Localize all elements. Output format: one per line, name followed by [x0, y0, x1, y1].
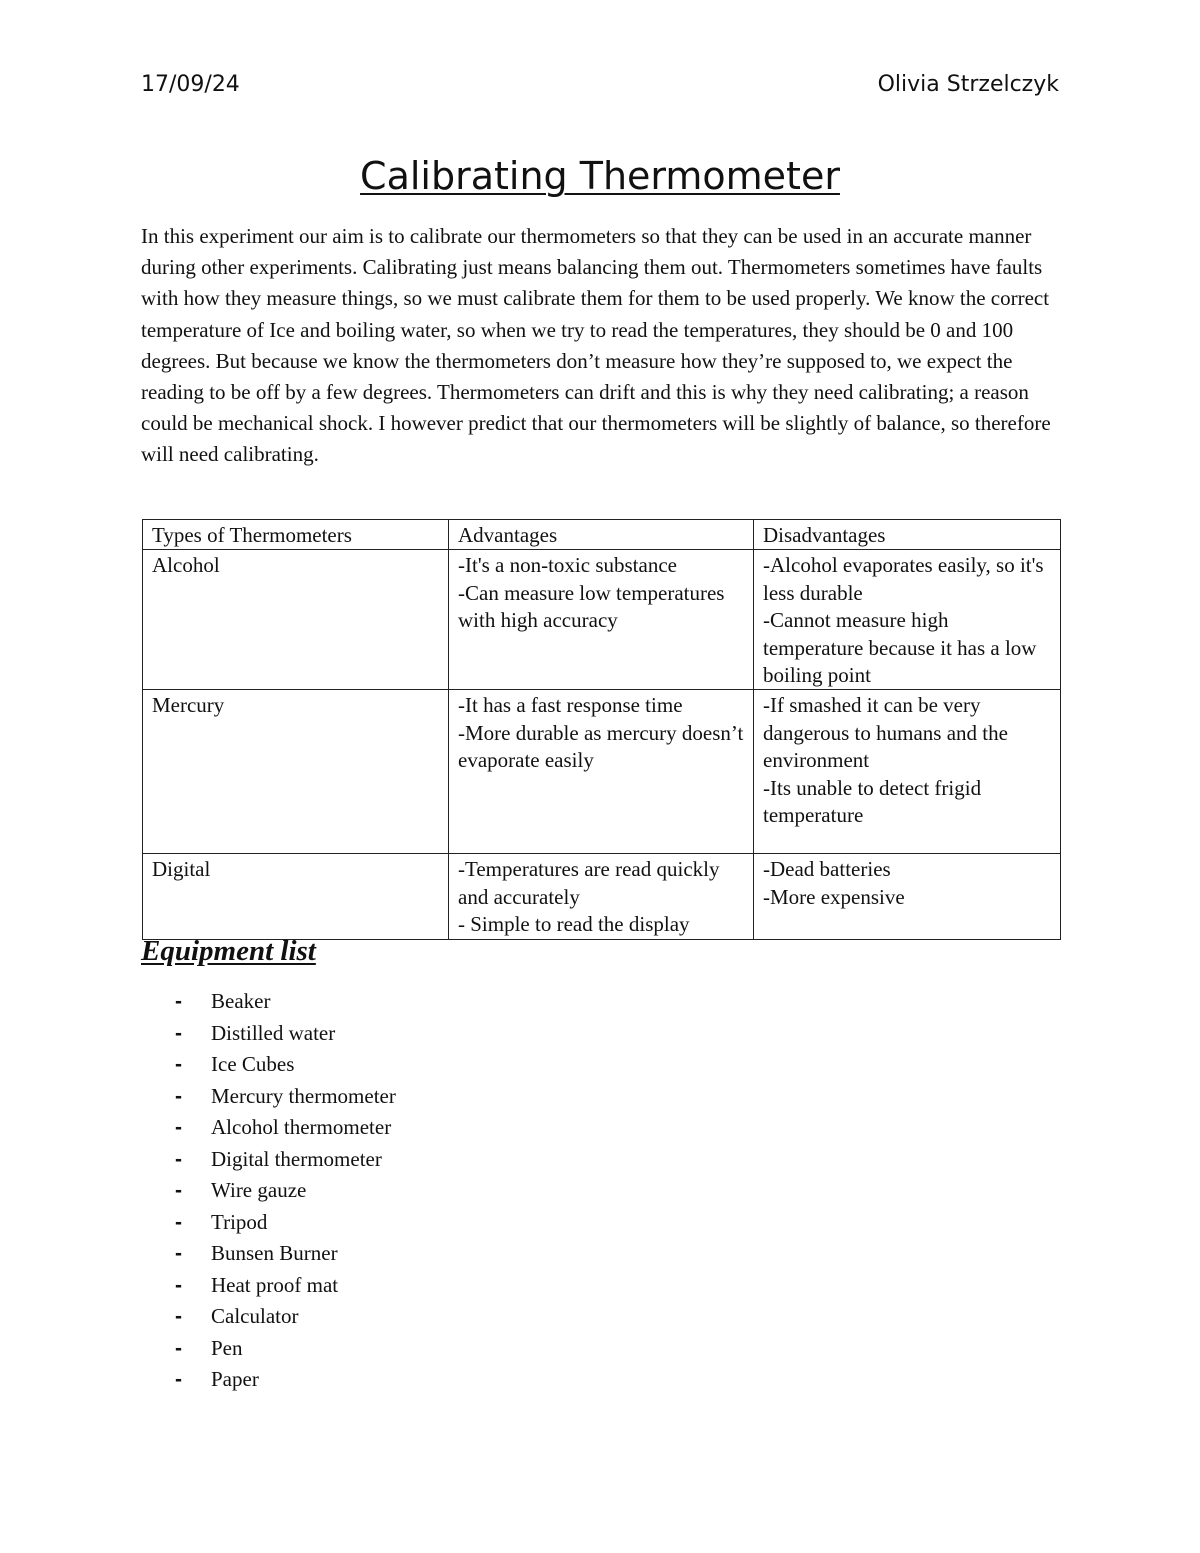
equipment-item: Tripod: [211, 1209, 268, 1234]
advantage-item: -Temperatures are read quickly and accurately: [458, 857, 720, 909]
table-row: [143, 690, 1061, 854]
list-bullet: -: [175, 1053, 182, 1076]
advantage-item: -It's a non-toxic substance: [458, 553, 677, 578]
list-bullet: -: [175, 1116, 182, 1139]
list-item: [141, 1270, 396, 1302]
disadvantage-item: -Dead batteries: [763, 857, 891, 882]
thermometer-comparison-table: [142, 519, 1061, 940]
equipment-item: Calculator: [211, 1304, 299, 1328]
table-header-cell: Types of Thermometers: [143, 520, 449, 550]
list-item: [141, 1144, 396, 1176]
list-item: [141, 1018, 396, 1050]
table-row: [143, 550, 1061, 690]
list-bullet: -: [175, 1242, 182, 1265]
equipment-list-heading: Equipment list: [141, 935, 316, 967]
disadvantage-item: -Cannot measure high temperature because it has a low boiling point: [763, 608, 1037, 688]
thermometer-type-cell: Alcohol: [143, 550, 449, 690]
equipment-item: Wire gauze: [211, 1178, 307, 1202]
intro-paragraph: In this experiment our aim is to calibrate our thermometers so that they can be used in an accurate manner during other experiments. Calibrating just means balancing them out. Thermometers sometimes have faults with how they measure things, so we must calibrate them for them to be used properly. We know the correct temperature of Ice and boiling water, so when we try to read the temperatures, they should be 0 and 100 degrees. But because we know the thermometers don’t measure how they’re supposed to, we expect the reading to be off by a few degrees. Thermometers can drift and this is why they need calibrating; a reason could be mechanical shock. I however predict that our thermometers will be slightly of balance, so therefore will need calibrating.: [141, 224, 1051, 467]
equipment-item: Distilled water: [211, 1020, 336, 1045]
advantages-cell: [449, 690, 754, 854]
table-header-row: [143, 520, 1061, 550]
list-bullet: -: [175, 1084, 182, 1108]
equipment-item: Heat proof mat: [211, 1272, 339, 1297]
table-row: [143, 854, 1061, 939]
list-item: [141, 1238, 396, 1270]
equipment-item: Ice Cubes: [211, 1052, 295, 1076]
list-bullet: -: [175, 990, 182, 1013]
list-item: [141, 1175, 396, 1207]
advantage-item: - Simple to read the display: [458, 912, 690, 937]
advantages-cell: [449, 854, 754, 939]
table-header-cell: Advantages: [449, 520, 754, 550]
list-item: [141, 1049, 396, 1081]
document-title: Calibrating Thermometer: [360, 154, 840, 198]
equipment-list: [141, 986, 396, 1396]
list-bullet: -: [175, 1336, 182, 1360]
disadvantages-cell: [754, 690, 1061, 854]
list-item: [141, 1364, 396, 1396]
equipment-item: Mercury thermometer: [211, 1083, 396, 1108]
advantage-item: -It has a fast response time: [458, 693, 683, 718]
list-bullet: -: [175, 1179, 182, 1202]
list-item: [141, 1301, 396, 1333]
equipment-item: Bunsen Burner: [211, 1241, 338, 1265]
list-bullet: -: [175, 1210, 182, 1234]
list-item: [141, 1333, 396, 1365]
list-item: [141, 986, 396, 1018]
list-item: [141, 1207, 396, 1239]
disadvantage-item: -If smashed it can be very dangerous to humans and the environment: [763, 693, 1008, 773]
list-item: [141, 1081, 396, 1113]
equipment-item: Pen: [211, 1335, 243, 1360]
equipment-item: Beaker: [211, 989, 271, 1013]
thermometer-type-cell: Mercury: [143, 690, 449, 854]
advantage-item: -Can measure low temperatures with high accuracy: [458, 580, 725, 633]
disadvantages-cell: [754, 854, 1061, 939]
list-bullet: -: [175, 1368, 182, 1391]
list-bullet: -: [175, 1305, 182, 1328]
disadvantages-cell: [754, 550, 1061, 690]
advantages-cell: [449, 550, 754, 690]
thermometer-type-cell: Digital: [143, 854, 449, 939]
equipment-item: Paper: [211, 1367, 259, 1391]
table-header-cell: Disadvantages: [754, 520, 1061, 550]
advantage-item: -More durable as mercury doesn’t evaporate easily: [458, 720, 744, 773]
list-bullet: -: [175, 1147, 182, 1171]
disadvantage-item: -Alcohol evaporates easily, so it's less durable: [763, 553, 1044, 605]
list-bullet: -: [175, 1273, 182, 1297]
header-date: 17/09/24: [141, 72, 240, 97]
equipment-item: Digital thermometer: [211, 1146, 382, 1171]
disadvantage-item: -More expensive: [763, 884, 905, 909]
equipment-item: Alcohol thermometer: [211, 1115, 392, 1139]
disadvantage-item: -Its unable to detect frigid temperature: [763, 775, 982, 828]
list-bullet: -: [175, 1021, 182, 1045]
header-author: Olivia Strzelczyk: [877, 72, 1059, 97]
list-item: [141, 1112, 396, 1144]
